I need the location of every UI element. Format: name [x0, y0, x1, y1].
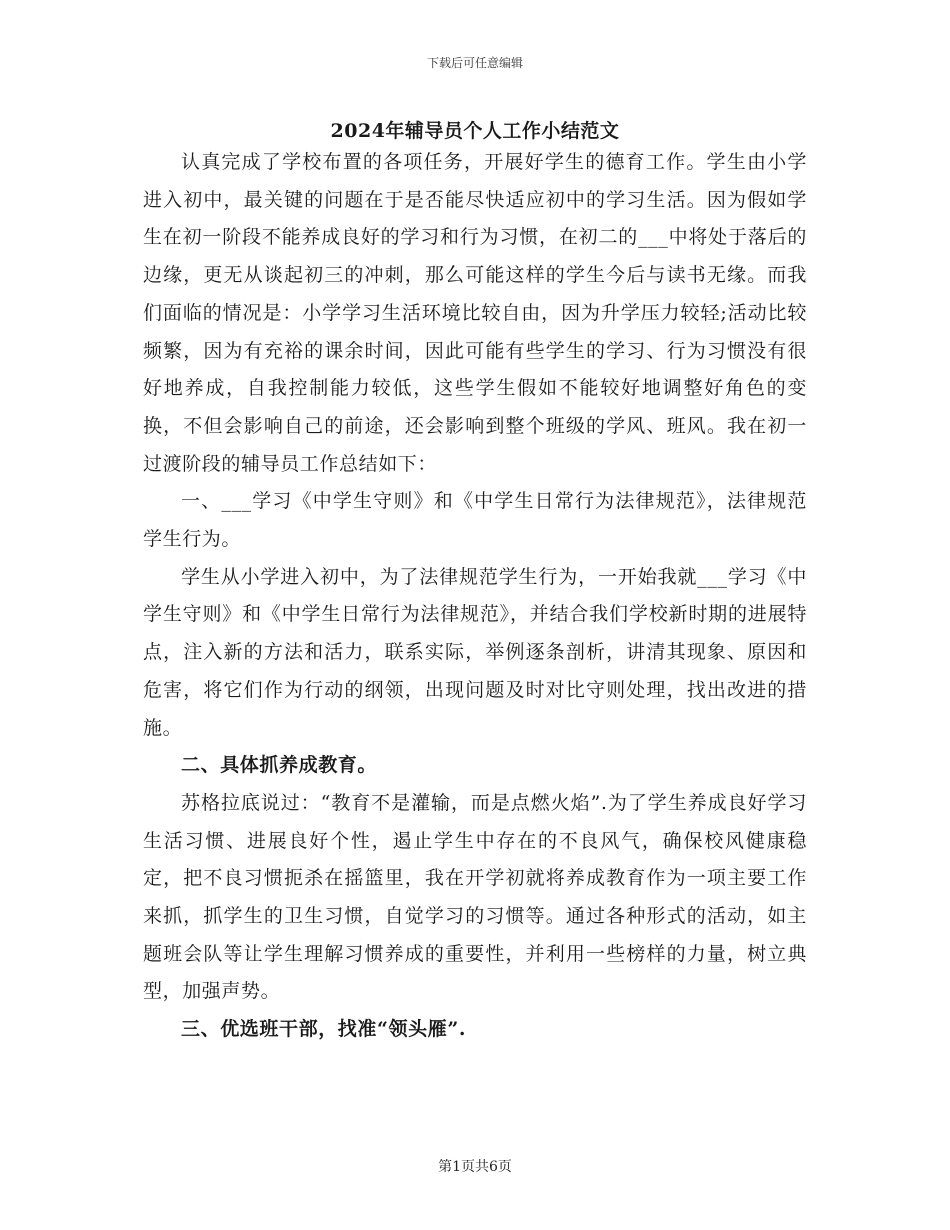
paragraph-section-1-heading: 一、___学习《中学生守则》和《中学生日常行为法律规范》，法律规范学生行为。 — [143, 490, 807, 551]
document-title: 2024年辅导员个人工作小结范文 — [330, 120, 620, 142]
section-3-heading: 三、优选班干部，找准“领头雁”. — [181, 1018, 467, 1041]
document-body — [143, 144, 807, 1049]
paragraph-intro: 认真完成了学校布置的各项任务，开展好学生的德育工作。学生由小学进入初中，最关键的问题在于是否能尽快适应初中的学习生活。因为假如学生在初一阶段不能养成良好的学习和行为习惯，在初二的___中将处于落后的边缘，更无从谈起初三的冲刺，那么可能这样的学生今后与读书无缘。而我们面临的情况是：小学学习生活环境比较自由，因为升学压力较轻;活动比较频繁，因为有充裕的课余时间，因此可能有些学生的学习、行为习惯没有很好地养成，自我控制能力较低，这些学生假如不能较好地调整好角色的变换，不但会影响自己的前途，还会影响到整个班级的学风、班风。我在初一过渡阶段的辅导员工作总结如下： — [143, 151, 807, 475]
section-2-heading: 二、具体抓养成教育。 — [181, 754, 378, 777]
paragraph-section-2-body: 苏格拉底说过：“教育不是灌输，而是点燃火焰”.为了学生养成良好学习生活习惯、进展良好个性，遏止学生中存在的不良风气，确保校风健康稳定，把不良习惯扼杀在摇篮里，我在开学初就将养成教育作为一项主要工作来抓，抓学生的卫生习惯，自觉学习的习惯等。通过各种形式的活动，如主题班会队等让学生理解习惯养成的重要性，并利用一些榜样的力量，树立典型，加强声势。 — [143, 791, 807, 1003]
paragraph-section-1-body: 学生从小学进入初中，为了法律规范学生行为，一开始我就___学习《中学生守则》和《中学生日常行为法律规范》，并结合我们学校新时期的进展特点，注入新的方法和活力，联系实际，举例逐条剖析，讲清其现象、原因和危害，将它们作为行动的纲领，出现问题及时对比守则处理，找出改进的措施。 — [143, 565, 807, 739]
page-number: 第1页共6页 — [438, 1159, 512, 1175]
header-note: 下载后可任意编辑 — [426, 56, 523, 70]
